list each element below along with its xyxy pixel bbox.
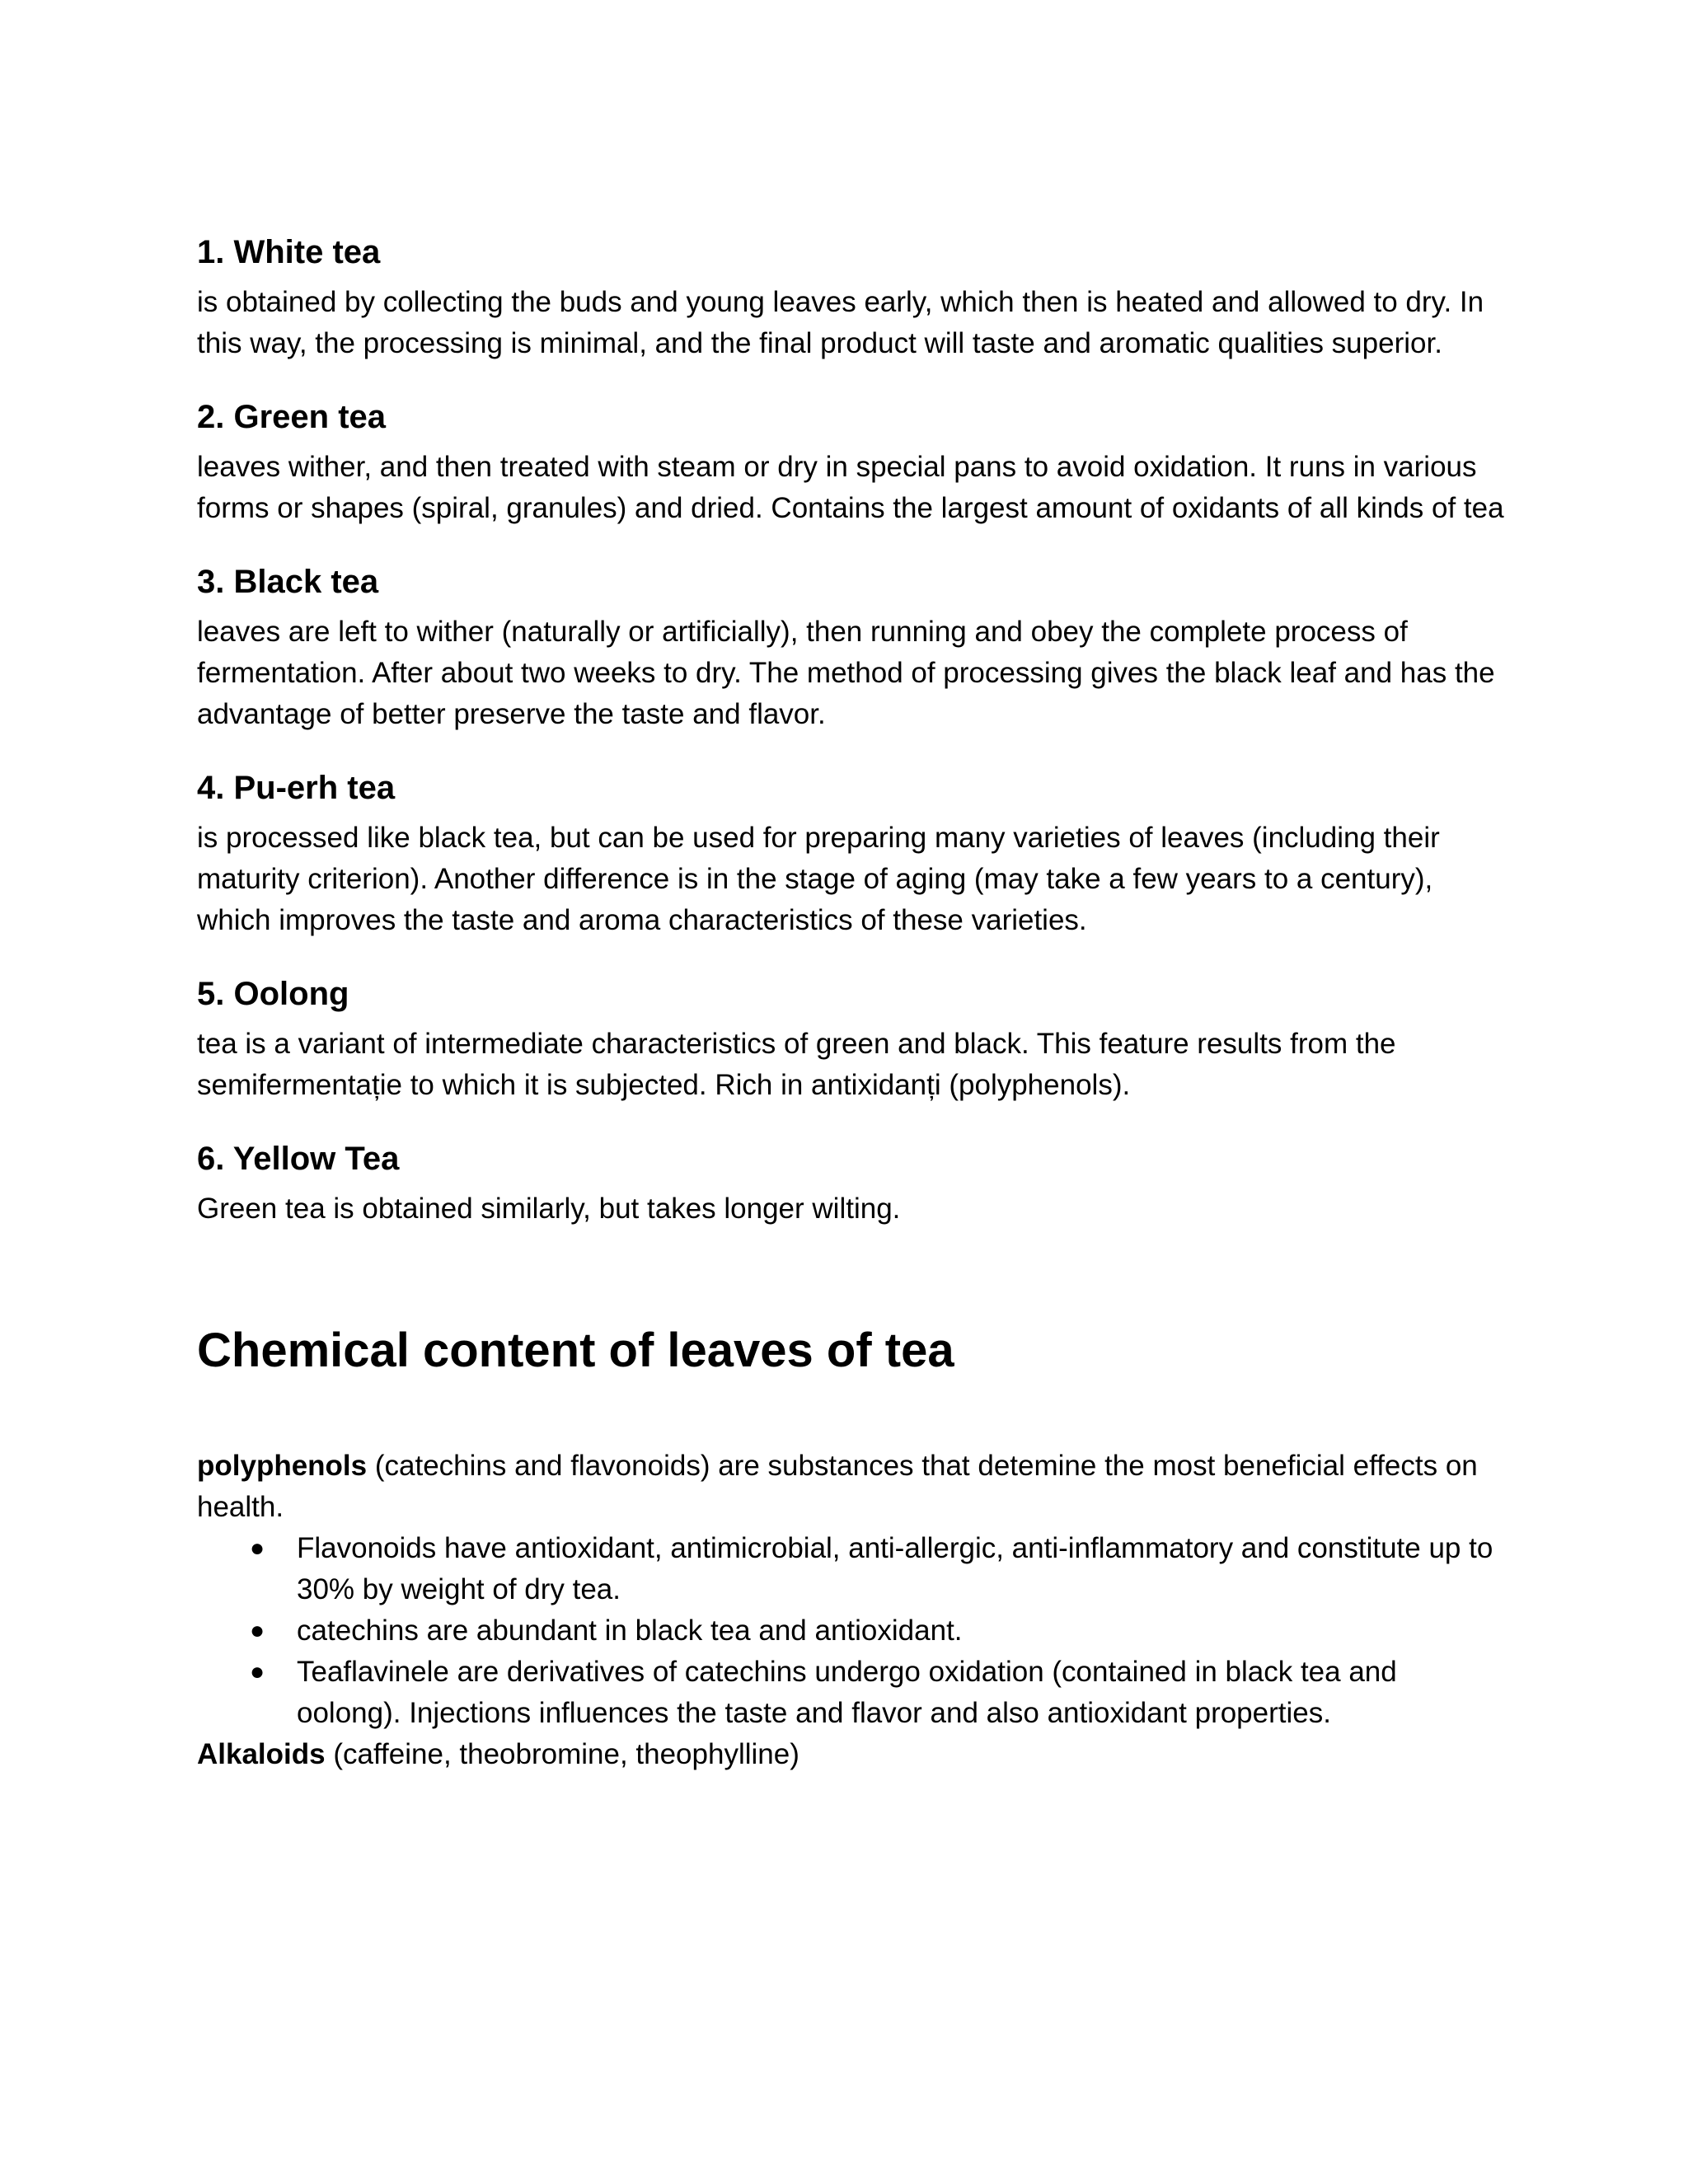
list-item <box>197 1610 1507 1652</box>
tea-description: Green tea is obtained similarly, but takes longer wilting. <box>197 1193 901 1225</box>
tea-description: is processed like black tea, but can be used for preparing many varieties of leaves (including their maturity criterion). Another difference is in the stage of aging (may take a few years to a century), which improves the taste and aroma characteristics of these varieties. <box>197 822 1440 936</box>
list-item-text: catechins are abundant in black tea and antioxidant. <box>297 1615 963 1647</box>
alkaloids-paragraph <box>197 1734 1507 1775</box>
tea-heading: 5. Oolong <box>197 976 349 1012</box>
tea-section-black <box>197 562 1507 735</box>
tea-section-white <box>197 232 1507 364</box>
list-item <box>197 1652 1507 1734</box>
alkaloids-term: Alkaloids <box>197 1738 326 1770</box>
alkaloids-text: (caffeine, theobromine, theophylline) <box>325 1738 799 1770</box>
polyphenols-term: polyphenols <box>197 1450 368 1482</box>
tea-heading: 1. White tea <box>197 234 381 270</box>
tea-description: leaves are left to wither (naturally or artificially), then running and obey the complete process of fermentation. After about two weeks to dry. The method of processing gives the black leaf and has the advantage of better preserve the taste and flavor. <box>197 616 1495 730</box>
bullet-icon: ● <box>250 1617 265 1644</box>
polyphenols-text: (catechins and flavonoids) are substances that detemine the most beneficial effects on health. <box>197 1450 1478 1523</box>
bullet-icon: ● <box>250 1658 265 1685</box>
tea-heading: 2. Green tea <box>197 399 387 435</box>
list-item <box>197 1528 1507 1610</box>
bullet-icon: ● <box>250 1535 265 1562</box>
polyphenols-paragraph <box>197 1446 1507 1528</box>
list-item-text: Teaflavinele are derivatives of catechins undergo oxidation (contained in black tea and oolong). Injections influences the taste and flavor and also antioxidant properties. <box>297 1656 1397 1729</box>
tea-section-yellow <box>197 1139 1507 1230</box>
tea-section-puerh <box>197 768 1507 941</box>
tea-section-green <box>197 397 1507 529</box>
tea-section-oolong <box>197 974 1507 1106</box>
section-title: Chemical content of leaves of tea <box>197 1324 954 1377</box>
document-content <box>197 232 1507 1775</box>
tea-heading: 4. Pu-erh tea <box>197 770 396 806</box>
tea-description: tea is a variant of intermediate characteristics of green and black. This feature results from the semifermentație to which it is subjected. Rich in antixidanți (polyphenols). <box>197 1028 1396 1101</box>
tea-description: is obtained by collecting the buds and young leaves early, which then is heated and allowed to dry. In this way, the processing is minimal, and the final product will taste and aromatic qualities superior. <box>197 286 1484 359</box>
list-item-text: Flavonoids have antioxidant, antimicrobial, anti-allergic, anti-inflammatory and constitute up to 30% by weight of dry tea. <box>297 1532 1493 1605</box>
tea-heading: 3. Black tea <box>197 564 379 600</box>
tea-description: leaves wither, and then treated with steam or dry in special pans to avoid oxidation. It runs in various forms or shapes (spiral, granules) and dried. Contains the largest amount of oxidants of all kinds of tea <box>197 451 1504 524</box>
polyphenols-bullet-list <box>197 1528 1507 1734</box>
tea-heading: 6. Yellow Tea <box>197 1141 400 1177</box>
